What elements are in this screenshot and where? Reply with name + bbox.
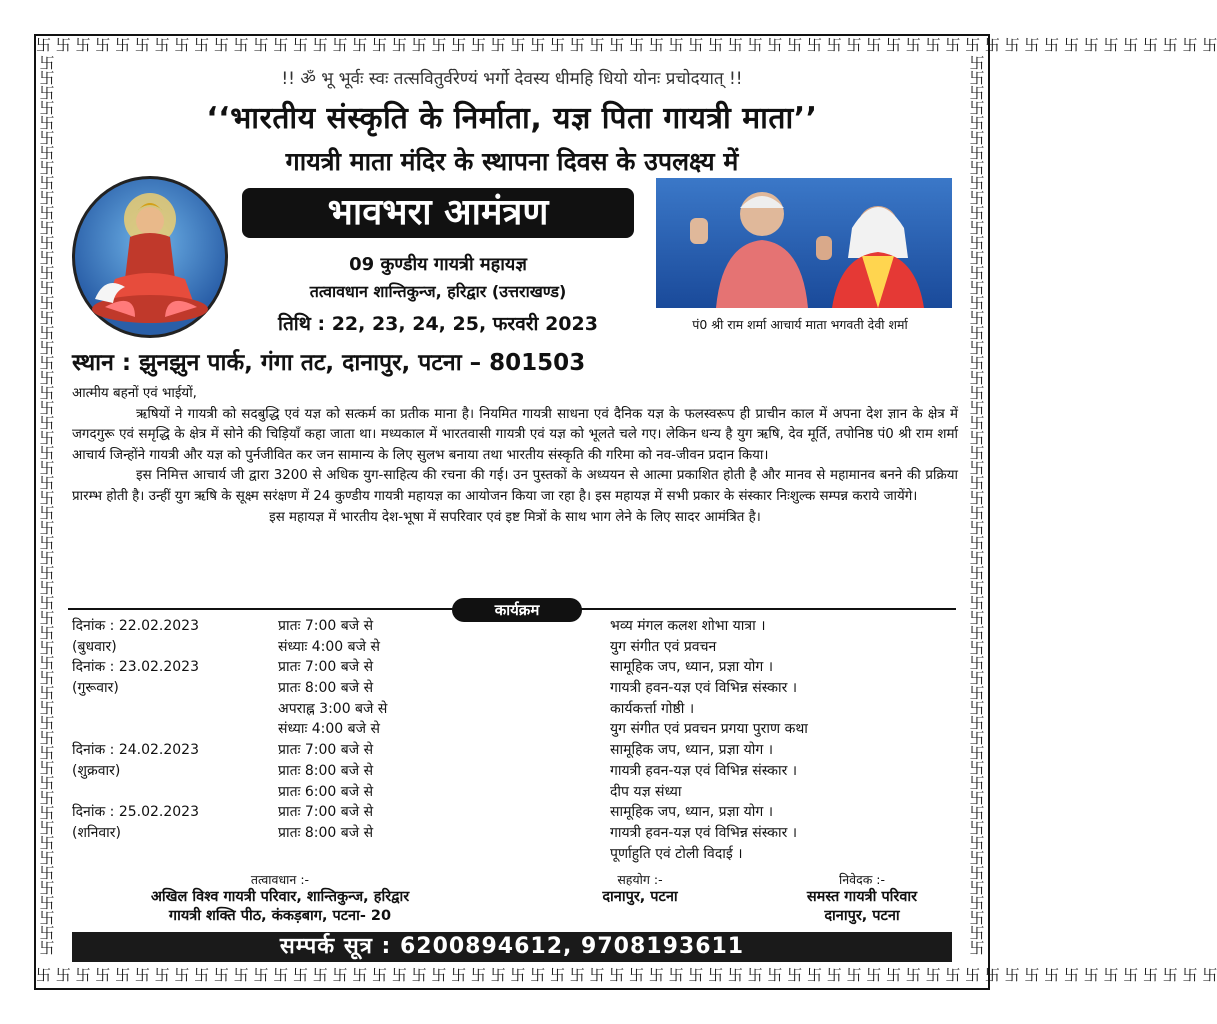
schedule-date: (शुक्रवार)	[72, 762, 121, 779]
swastika-border-left: 卐卐卐卐卐卐卐卐卐卐卐卐卐卐卐卐卐卐卐卐卐卐卐卐卐卐卐卐卐卐卐卐卐卐卐卐卐卐卐卐卐卐卐卐卐卐卐卐卐卐卐卐卐卐卐卐卐卐卐卐	[39, 54, 55, 957]
letter-salutation: आत्मीय बहनों एवं भाईयों,	[72, 386, 197, 401]
schedule-activity: युग संगीत एवं प्रवचन प्रगया पुराण कथा	[610, 721, 808, 738]
requesters-label: निवेदक :-	[838, 872, 886, 887]
schedule-time: प्रातः 7:00 बजे से	[278, 618, 374, 634]
swastika-border-bottom: 卐 卐 卐 卐 卐 卐 卐 卐 卐 卐 卐 卐 卐 卐 卐 卐 卐 卐 卐 卐 卐 卐 卐 卐 卐 卐 卐 卐 卐 卐 卐 卐 卐 卐 卐 卐 卐 卐 卐 卐 卐 卐 卐 卐 卐 卐 卐 卐 卐 卐 卐 卐 卐 卐 卐 卐 卐 卐 卐 卐	[36, 966, 1217, 984]
program-schedule	[72, 616, 958, 864]
footer-support	[560, 871, 720, 907]
schedule-activity: गायत्री हवन-यज्ञ एवं विभिन्न संस्कार ।	[610, 824, 798, 841]
schedule-date: दिनांक : 22.02.2023	[72, 618, 199, 634]
schedule-row	[72, 740, 958, 761]
contact-bar: सम्पर्क सूत्र : 6200894612, 9708193611	[72, 932, 952, 962]
schedule-date: दिनांक : 24.02.2023	[72, 742, 199, 759]
schedule-row	[72, 719, 958, 740]
schedule-row	[72, 802, 958, 823]
swastika-border-right: 卐卐卐卐卐卐卐卐卐卐卐卐卐卐卐卐卐卐卐卐卐卐卐卐卐卐卐卐卐卐卐卐卐卐卐卐卐卐卐卐卐卐卐卐卐卐卐卐卐卐卐卐卐卐卐卐卐卐卐卐	[969, 54, 985, 957]
footer	[60, 871, 964, 931]
schedule-activity: युग संगीत एवं प्रवचन	[610, 638, 717, 655]
schedule-date: (बुधवार)	[72, 638, 117, 655]
schedule-time: संध्याः 4:00 बजे से	[278, 721, 380, 738]
founders-caption: पं0 श्री राम शर्मा आचार्य माता भगवती देवी शर्मा	[692, 317, 908, 332]
gayatri-mata-image	[72, 176, 228, 338]
schedule-row	[72, 699, 958, 720]
letter-paragraph-2: इस निमित्त आचार्य जी द्वारा 3200 से अधिक युग-साहित्य की रचना की गई। उन पुस्तकों के अध्ययन से आत्मा प्रकाशित होती है और मानव से महामानव बनने की प्रक्रिया प्रारम्भ होती है। उन्हीं युग ऋषि के सूक्ष्म सरंक्षण में 24 कुण्डीय गायत्री महायज्ञ का आयोजन किया जा रहा है। इस महायज्ञ में सभी प्रकार के संस्कार निःशुल्क सम्पन्न कराये जायेंगे।	[72, 468, 958, 504]
schedule-time: प्रातः 8:00 बजे से	[278, 824, 374, 841]
event-dates: तिथि : 22, 23, 24, 25, फरवरी 2023	[278, 313, 598, 335]
schedule-date: दिनांक : 23.02.2023	[72, 659, 199, 676]
schedule-time: प्रातः 7:00 बजे से	[278, 659, 374, 676]
deity-illustration-icon	[75, 179, 225, 335]
support-value: दानापुर, पटना	[602, 889, 678, 905]
requesters-line-2: दानापुर, पटना	[824, 908, 900, 924]
schedule-activity: भव्य मंगल कलश शोभा यात्रा ।	[610, 618, 766, 634]
schedule-activity: गायत्री हवन-यज्ञ एवं विभिन्न संस्कार ।	[610, 762, 798, 779]
schedule-date: (शनिवार)	[72, 824, 121, 841]
schedule-time: प्रातः 8:00 बजे से	[278, 680, 374, 697]
patronage-line: तत्वावधान शान्तिकुन्ज, हरिद्वार (उत्तराखण्ड)	[309, 282, 567, 301]
poster-content	[60, 58, 964, 964]
requesters-line-1: समस्त गायत्री परिवार	[806, 889, 918, 905]
gayatri-mantra: !! ॐ भू भूर्वः स्वः तत्सवितुर्वरेण्यं भर्गो देवस्य धीमहि धियो योनः प्रचोदयात् !!	[281, 69, 743, 89]
schedule-time: अपराह्न 3:00 बजे से	[278, 700, 388, 717]
support-label: सहयोग :-	[617, 872, 663, 887]
schedule-row	[72, 823, 958, 844]
founders-photo	[656, 178, 952, 308]
swastika-border-top: 卐 卐 卐 卐 卐 卐 卐 卐 卐 卐 卐 卐 卐 卐 卐 卐 卐 卐 卐 卐 卐 卐 卐 卐 卐 卐 卐 卐 卐 卐 卐 卐 卐 卐 卐 卐 卐 卐 卐 卐 卐 卐 卐 卐 卐 卐 卐 卐 卐 卐 卐 卐 卐 卐 卐 卐 卐 卐 卐 卐	[36, 36, 1217, 54]
letter-paragraph-3: इस महायज्ञ में भारतीय देश-भूषा में सपरिवार एवं इष्ट मित्रों के साथ भाग लेने के लिए सादर आमंत्रित है।	[269, 509, 761, 525]
schedule-row	[72, 678, 958, 699]
footer-patronage	[60, 871, 500, 926]
subheadline: गायत्री माता मंदिर के स्थापना दिवस के उपलक्ष्य में	[285, 147, 739, 176]
mahayagya-title: 09 कुण्डीय गायत्री महायज्ञ	[349, 254, 527, 275]
schedule-activity: सामूहिक जप, ध्यान, प्रज्ञा योग ।	[610, 804, 774, 821]
founders-photo-icon	[656, 178, 952, 308]
patronage-line-2: गायत्री शक्ति पीठ, कंकड़बाग, पटना- 20	[168, 908, 392, 924]
headline: ‘‘भारतीय संस्कृति के निर्माता, यज्ञ पिता गायत्री माता’’	[206, 101, 818, 136]
schedule-activity: सामूहिक जप, ध्यान, प्रज्ञा योग ।	[610, 742, 774, 759]
schedule-row	[72, 616, 958, 637]
schedule-row	[72, 844, 958, 865]
venue: स्थान : झुनझुन पार्क, गंगा तट, दानापुर, पटना – 801503	[72, 350, 586, 376]
patronage-label: तत्वावधान :-	[250, 872, 310, 887]
schedule-row	[72, 637, 958, 658]
schedule-row	[72, 782, 958, 803]
schedule-date: (गुरूवार)	[72, 680, 119, 697]
schedule-activity: गायत्री हवन-यज्ञ एवं विभिन्न संस्कार ।	[610, 680, 798, 697]
invitation-letter	[72, 384, 958, 528]
schedule-time: प्रातः 8:00 बजे से	[278, 762, 374, 779]
schedule-row	[72, 657, 958, 678]
schedule-activity: कार्यकर्त्ता गोष्ठी ।	[610, 700, 695, 717]
schedule-row	[72, 761, 958, 782]
invitation-banner: भावभरा आमंत्रण	[242, 188, 634, 238]
schedule-activity: दीप यज्ञ संध्या	[610, 783, 682, 800]
schedule-time: प्रातः 7:00 बजे से	[278, 804, 374, 821]
schedule-date: दिनांक : 25.02.2023	[72, 804, 199, 821]
schedule-activity: सामूहिक जप, ध्यान, प्रज्ञा योग ।	[610, 659, 774, 676]
letter-paragraph-1: ऋषियों ने गायत्री को सदबुद्धि एवं यज्ञ को सत्कर्म का प्रतीक माना है। नियमित गायत्री साधना एवं दैनिक यज्ञ के फलस्वरूप ही प्राचीन काल में अपना देश ज्ञान के क्षेत्र में जगदगुरू एवं समृद्धि के क्षेत्र में सोने की चिड़ियाँ कहा जाता था। मध्यकाल में भारतवासी गायत्री एवं यज्ञ को भूलते चले गए। लेकिन धन्य है युग ऋषि, देव मूर्ति, तपोनिष्ठ पं0 श्री राम शर्मा आचार्य जिन्होंने गायत्री और यज्ञ को पुर्नजीवित कर जन सामान्य के लिए सुलभ बनाया तथा भारतीय संस्कृति की गरिमा को नव-जीवन प्रदान किया।	[72, 406, 958, 463]
patronage-line-1: अखिल विश्व गायत्री परिवार, शान्तिकुन्ज, हरिद्वार	[150, 889, 410, 905]
schedule-activity: पूर्णाहुति एवं टोली विदाई ।	[610, 845, 743, 862]
program-heading: कार्यक्रम	[452, 598, 582, 622]
schedule-time: प्रातः 7:00 बजे से	[278, 742, 374, 759]
footer-requesters	[760, 871, 964, 926]
schedule-time: प्रातः 6:00 बजे से	[278, 783, 374, 800]
schedule-time: संध्याः 4:00 बजे से	[278, 638, 380, 655]
